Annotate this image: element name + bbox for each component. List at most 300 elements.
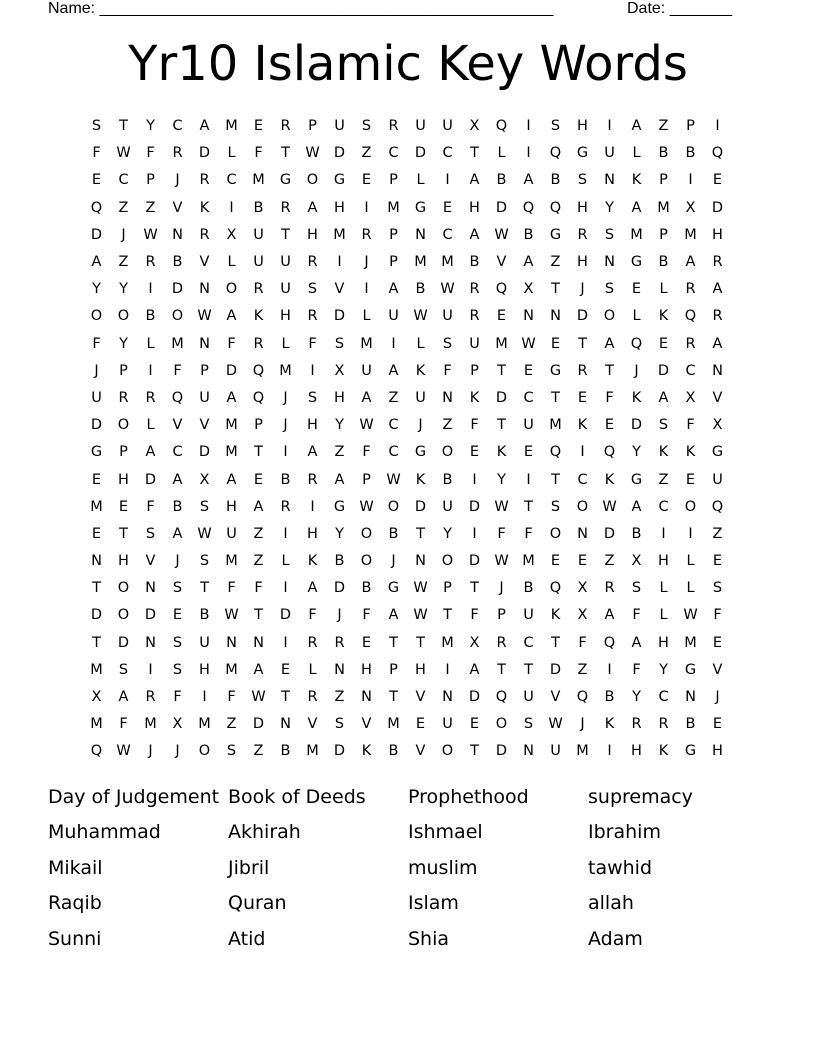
grid-letter[interactable]: D xyxy=(630,417,643,434)
grid-letter[interactable]: D xyxy=(657,362,670,379)
grid-letter[interactable]: W xyxy=(440,281,455,298)
grid-letter[interactable]: J xyxy=(337,607,342,624)
grid-letter[interactable]: H xyxy=(577,199,588,216)
grid-letter[interactable]: F xyxy=(254,580,263,597)
grid-letter[interactable]: L xyxy=(659,607,668,624)
grid-letter[interactable]: L xyxy=(686,553,695,570)
grid-letter[interactable]: F xyxy=(713,607,722,624)
grid-letter[interactable]: T xyxy=(551,471,560,488)
grid-letter[interactable]: M xyxy=(630,226,643,243)
grid-letter[interactable]: V xyxy=(415,743,426,760)
grid-letter[interactable]: F xyxy=(605,389,614,406)
grid-letter[interactable]: R xyxy=(253,335,264,352)
grid-letter[interactable]: D xyxy=(144,471,157,488)
grid-letter[interactable]: A xyxy=(604,335,615,352)
grid-letter[interactable]: E xyxy=(253,118,264,135)
grid-letter[interactable]: I xyxy=(715,118,720,135)
grid-letter[interactable]: V xyxy=(145,553,156,570)
grid-letter[interactable]: N xyxy=(577,525,588,542)
grid-letter[interactable]: L xyxy=(632,145,641,162)
grid-letter[interactable]: S xyxy=(172,661,183,678)
grid-letter[interactable]: Q xyxy=(495,689,508,706)
grid-letter[interactable]: X xyxy=(469,118,480,135)
grid-letter[interactable]: X xyxy=(334,362,345,379)
grid-letter[interactable]: H xyxy=(280,308,291,325)
grid-letter[interactable]: R xyxy=(685,335,696,352)
grid-letter[interactable]: R xyxy=(712,308,723,325)
grid-letter[interactable]: O xyxy=(576,498,589,515)
grid-letter[interactable]: R xyxy=(145,389,156,406)
grid-letter[interactable]: K xyxy=(415,471,426,488)
grid-letter[interactable]: I xyxy=(688,172,693,189)
grid-letter[interactable]: S xyxy=(631,580,642,597)
grid-letter[interactable]: S xyxy=(442,335,453,352)
grid-letter[interactable]: S xyxy=(226,743,237,760)
grid-letter[interactable]: P xyxy=(659,226,668,243)
grid-letter[interactable]: B xyxy=(280,743,291,760)
grid-letter[interactable]: E xyxy=(118,498,129,515)
grid-letter[interactable]: Y xyxy=(659,661,668,678)
grid-letter[interactable]: O xyxy=(198,743,211,760)
grid-letter[interactable]: C xyxy=(658,498,669,515)
grid-letter[interactable]: B xyxy=(199,607,210,624)
grid-letter[interactable]: V xyxy=(199,417,210,434)
grid-letter[interactable]: T xyxy=(605,362,614,379)
grid-letter[interactable]: A xyxy=(631,199,642,216)
grid-letter[interactable]: L xyxy=(497,145,506,162)
grid-letter[interactable]: C xyxy=(172,444,183,461)
grid-letter[interactable]: Y xyxy=(335,525,344,542)
grid-letter[interactable]: H xyxy=(631,743,642,760)
grid-letter[interactable]: M xyxy=(441,254,454,271)
grid-letter[interactable]: S xyxy=(550,118,561,135)
grid-letter[interactable]: B xyxy=(415,281,426,298)
grid-letter[interactable]: J xyxy=(175,553,180,570)
grid-letter[interactable]: R xyxy=(604,580,615,597)
grid-letter[interactable]: B xyxy=(685,716,696,733)
grid-letter[interactable]: V xyxy=(172,199,183,216)
grid-letter[interactable]: Q xyxy=(549,145,562,162)
grid-letter[interactable]: O xyxy=(495,716,508,733)
grid-letter[interactable]: N xyxy=(712,362,723,379)
grid-letter[interactable]: K xyxy=(631,389,642,406)
grid-letter[interactable]: T xyxy=(470,145,479,162)
grid-letter[interactable]: A xyxy=(145,444,156,461)
grid-letter[interactable]: F xyxy=(443,362,452,379)
grid-letter[interactable]: C xyxy=(388,145,399,162)
grid-letter[interactable]: A xyxy=(172,471,183,488)
grid-letter[interactable]: D xyxy=(198,145,211,162)
grid-letter[interactable]: L xyxy=(308,661,317,678)
grid-letter[interactable]: P xyxy=(389,661,398,678)
grid-letter[interactable]: Z xyxy=(253,743,264,760)
grid-letter[interactable]: U xyxy=(415,118,426,135)
grid-letter[interactable]: B xyxy=(550,172,561,189)
grid-letter[interactable]: K xyxy=(307,553,318,570)
grid-letter[interactable]: C xyxy=(523,634,534,651)
grid-letter[interactable]: I xyxy=(607,661,612,678)
grid-letter[interactable]: N xyxy=(145,580,156,597)
grid-letter[interactable]: Q xyxy=(576,689,589,706)
grid-letter[interactable]: E xyxy=(523,362,534,379)
grid-letter[interactable]: U xyxy=(442,498,453,515)
grid-letter[interactable]: A xyxy=(658,389,669,406)
grid-letter[interactable]: W xyxy=(494,553,509,570)
grid-letter[interactable]: W xyxy=(413,580,428,597)
grid-letter[interactable]: D xyxy=(468,689,481,706)
grid-letter[interactable]: M xyxy=(252,172,265,189)
grid-letter[interactable]: K xyxy=(577,417,588,434)
grid-letter[interactable]: U xyxy=(280,254,291,271)
grid-letter[interactable]: X xyxy=(577,580,588,597)
grid-letter[interactable]: D xyxy=(495,389,508,406)
grid-letter[interactable]: T xyxy=(470,743,479,760)
grid-letter[interactable]: F xyxy=(92,335,101,352)
grid-letter[interactable]: A xyxy=(361,389,372,406)
grid-letter[interactable]: C xyxy=(658,689,669,706)
grid-letter[interactable]: U xyxy=(388,308,399,325)
grid-letter[interactable]: R xyxy=(280,118,291,135)
grid-letter[interactable]: F xyxy=(227,689,236,706)
grid-letter[interactable]: K xyxy=(604,716,615,733)
grid-letter[interactable]: B xyxy=(496,172,507,189)
grid-letter[interactable]: J xyxy=(580,281,585,298)
grid-letter[interactable]: W xyxy=(413,607,428,624)
grid-letter[interactable]: P xyxy=(497,607,506,624)
grid-letter[interactable]: R xyxy=(496,634,507,651)
grid-letter[interactable]: F xyxy=(578,634,587,651)
grid-letter[interactable]: G xyxy=(630,254,643,271)
grid-letter[interactable]: J xyxy=(283,417,288,434)
grid-letter[interactable]: T xyxy=(254,607,263,624)
grid-letter[interactable]: O xyxy=(117,417,130,434)
grid-letter[interactable]: N xyxy=(91,553,102,570)
grid-letter[interactable]: T xyxy=(443,607,452,624)
grid-letter[interactable]: Z xyxy=(226,716,237,733)
grid-letter[interactable]: R xyxy=(253,281,264,298)
grid-letter[interactable]: W xyxy=(224,607,239,624)
grid-letter[interactable]: J xyxy=(148,743,153,760)
grid-letter[interactable]: Y xyxy=(92,281,101,298)
grid-letter[interactable]: D xyxy=(333,145,346,162)
grid-letter[interactable]: I xyxy=(283,634,288,651)
grid-letter[interactable]: R xyxy=(307,254,318,271)
grid-letter[interactable]: Q xyxy=(603,634,616,651)
grid-letter[interactable]: U xyxy=(361,362,372,379)
grid-letter[interactable]: O xyxy=(117,308,130,325)
grid-letter[interactable]: T xyxy=(470,580,479,597)
grid-letter[interactable]: D xyxy=(495,743,508,760)
grid-letter[interactable]: F xyxy=(362,607,371,624)
grid-letter[interactable]: G xyxy=(387,580,400,597)
grid-letter[interactable]: M xyxy=(225,118,238,135)
grid-letter[interactable]: U xyxy=(523,689,534,706)
grid-letter[interactable]: B xyxy=(631,525,642,542)
grid-letter[interactable]: I xyxy=(688,525,693,542)
grid-letter[interactable]: G xyxy=(711,444,724,461)
grid-letter[interactable]: J xyxy=(418,417,423,434)
grid-letter[interactable]: D xyxy=(603,525,616,542)
grid-letter[interactable]: C xyxy=(685,362,696,379)
grid-letter[interactable]: E xyxy=(631,281,642,298)
grid-letter[interactable]: T xyxy=(389,634,398,651)
grid-letter[interactable]: Q xyxy=(630,335,643,352)
grid-letter[interactable]: E xyxy=(550,553,561,570)
grid-letter[interactable]: K xyxy=(496,444,507,461)
grid-letter[interactable]: E xyxy=(361,634,372,651)
grid-letter[interactable]: Z xyxy=(442,417,453,434)
grid-letter[interactable]: A xyxy=(118,689,129,706)
grid-letter[interactable]: E xyxy=(91,525,102,542)
grid-letter[interactable]: M xyxy=(684,634,697,651)
grid-letter[interactable]: A xyxy=(307,580,318,597)
grid-letter[interactable]: D xyxy=(549,661,562,678)
grid-letter[interactable]: B xyxy=(658,145,669,162)
grid-letter[interactable]: E xyxy=(712,634,723,651)
grid-letter[interactable]: L xyxy=(146,417,155,434)
grid-letter[interactable]: Q xyxy=(90,199,103,216)
grid-letter[interactable]: D xyxy=(90,417,103,434)
grid-letter[interactable]: A xyxy=(469,661,480,678)
grid-letter[interactable]: Z xyxy=(604,553,615,570)
grid-letter[interactable]: Y xyxy=(335,417,344,434)
grid-letter[interactable]: H xyxy=(712,743,723,760)
grid-letter[interactable]: L xyxy=(416,172,425,189)
grid-letter[interactable]: S xyxy=(199,553,210,570)
grid-letter[interactable]: I xyxy=(310,498,315,515)
grid-letter[interactable]: X xyxy=(469,634,480,651)
grid-letter[interactable]: I xyxy=(607,743,612,760)
grid-letter[interactable]: I xyxy=(283,444,288,461)
grid-letter[interactable]: B xyxy=(388,525,399,542)
grid-letter[interactable]: Z xyxy=(334,444,345,461)
grid-letter[interactable]: Q xyxy=(522,199,535,216)
grid-letter[interactable]: R xyxy=(334,634,345,651)
grid-letter[interactable]: F xyxy=(632,607,641,624)
grid-letter[interactable]: Q xyxy=(252,389,265,406)
grid-letter[interactable]: S xyxy=(550,498,561,515)
grid-letter[interactable]: K xyxy=(658,308,669,325)
grid-letter[interactable]: K xyxy=(631,172,642,189)
grid-letter[interactable]: F xyxy=(119,716,128,733)
grid-letter[interactable]: S xyxy=(145,525,156,542)
grid-letter[interactable]: L xyxy=(227,145,236,162)
grid-letter[interactable]: Z xyxy=(145,199,156,216)
grid-letter[interactable]: F xyxy=(227,335,236,352)
grid-letter[interactable]: N xyxy=(442,389,453,406)
grid-letter[interactable]: E xyxy=(523,444,534,461)
grid-letter[interactable]: F xyxy=(470,607,479,624)
grid-letter[interactable]: T xyxy=(200,580,209,597)
grid-letter[interactable]: M xyxy=(279,362,292,379)
grid-letter[interactable]: G xyxy=(414,199,427,216)
grid-letter[interactable]: D xyxy=(468,498,481,515)
grid-letter[interactable]: C xyxy=(388,444,399,461)
grid-letter[interactable]: H xyxy=(577,118,588,135)
grid-letter[interactable]: M xyxy=(225,444,238,461)
grid-letter[interactable]: E xyxy=(280,661,291,678)
grid-letter[interactable]: S xyxy=(172,634,183,651)
grid-letter[interactable]: N xyxy=(604,254,615,271)
grid-letter[interactable]: H xyxy=(334,389,345,406)
grid-letter[interactable]: P xyxy=(389,172,398,189)
grid-letter[interactable]: A xyxy=(631,498,642,515)
grid-letter[interactable]: M xyxy=(198,716,211,733)
grid-letter[interactable]: H xyxy=(415,661,426,678)
grid-letter[interactable]: B xyxy=(334,553,345,570)
grid-letter[interactable]: E xyxy=(253,471,264,488)
grid-letter[interactable]: S xyxy=(307,389,318,406)
grid-letter[interactable]: T xyxy=(578,335,587,352)
grid-letter[interactable]: I xyxy=(229,199,234,216)
grid-letter[interactable]: L xyxy=(659,580,668,597)
grid-letter[interactable]: H xyxy=(712,226,723,243)
grid-letter[interactable]: N xyxy=(226,634,237,651)
grid-letter[interactable]: I xyxy=(472,525,477,542)
grid-letter[interactable]: R xyxy=(199,226,210,243)
grid-letter[interactable]: I xyxy=(607,118,612,135)
grid-letter[interactable]: N xyxy=(685,689,696,706)
grid-letter[interactable]: J xyxy=(580,716,585,733)
grid-letter[interactable]: J xyxy=(121,226,126,243)
grid-letter[interactable]: T xyxy=(281,145,290,162)
grid-letter[interactable]: D xyxy=(198,444,211,461)
grid-letter[interactable]: R xyxy=(307,634,318,651)
grid-letter[interactable]: D xyxy=(144,607,157,624)
grid-letter[interactable]: P xyxy=(200,362,209,379)
grid-letter[interactable]: N xyxy=(415,226,426,243)
grid-letter[interactable]: K xyxy=(253,308,264,325)
grid-letter[interactable]: F xyxy=(497,525,506,542)
grid-letter[interactable]: T xyxy=(551,634,560,651)
grid-letter[interactable]: F xyxy=(173,362,182,379)
grid-letter[interactable]: A xyxy=(469,172,480,189)
grid-letter[interactable]: T xyxy=(524,498,533,515)
grid-letter[interactable]: R xyxy=(172,145,183,162)
grid-letter[interactable]: A xyxy=(469,226,480,243)
grid-letter[interactable]: Q xyxy=(549,580,562,597)
grid-letter[interactable]: M xyxy=(657,199,670,216)
grid-letter[interactable]: G xyxy=(549,362,562,379)
grid-letter[interactable]: K xyxy=(685,444,696,461)
grid-letter[interactable]: P xyxy=(389,226,398,243)
grid-letter[interactable]: X xyxy=(712,417,723,434)
grid-letter[interactable]: Q xyxy=(549,444,562,461)
grid-letter[interactable]: O xyxy=(549,525,562,542)
grid-letter[interactable]: Y xyxy=(119,281,128,298)
grid-letter[interactable]: M xyxy=(225,553,238,570)
grid-letter[interactable]: A xyxy=(685,254,696,271)
grid-letter[interactable]: A xyxy=(631,118,642,135)
grid-letter[interactable]: V xyxy=(712,389,723,406)
grid-letter[interactable]: S xyxy=(91,118,102,135)
grid-letter[interactable]: M xyxy=(576,743,589,760)
grid-letter[interactable]: U xyxy=(253,254,264,271)
grid-letter[interactable]: F xyxy=(227,580,236,597)
grid-letter[interactable]: R xyxy=(712,254,723,271)
grid-letter[interactable]: S xyxy=(307,281,318,298)
grid-letter[interactable]: A xyxy=(604,607,615,624)
grid-letter[interactable]: N xyxy=(415,553,426,570)
grid-letter[interactable]: D xyxy=(225,362,238,379)
grid-letter[interactable]: D xyxy=(495,199,508,216)
grid-letter[interactable]: M xyxy=(522,553,535,570)
grid-letter[interactable]: X xyxy=(199,471,210,488)
grid-letter[interactable]: D xyxy=(468,553,481,570)
grid-letter[interactable]: E xyxy=(91,471,102,488)
grid-letter[interactable]: B xyxy=(172,254,183,271)
grid-letter[interactable]: P xyxy=(119,444,128,461)
grid-letter[interactable]: E xyxy=(577,553,588,570)
grid-letter[interactable]: D xyxy=(252,716,265,733)
grid-letter[interactable]: K xyxy=(658,743,669,760)
grid-letter[interactable]: A xyxy=(307,199,318,216)
grid-letter[interactable]: K xyxy=(469,389,480,406)
grid-letter[interactable]: O xyxy=(117,607,130,624)
grid-letter[interactable]: T xyxy=(281,689,290,706)
grid-letter[interactable]: R xyxy=(388,118,399,135)
grid-letter[interactable]: R xyxy=(307,471,318,488)
grid-letter[interactable]: O xyxy=(360,553,373,570)
grid-letter[interactable]: M xyxy=(549,417,562,434)
grid-letter[interactable]: C xyxy=(172,118,183,135)
grid-letter[interactable]: D xyxy=(279,607,292,624)
grid-letter[interactable]: L xyxy=(281,335,290,352)
grid-letter[interactable]: G xyxy=(549,226,562,243)
grid-letter[interactable]: M xyxy=(225,417,238,434)
grid-letter[interactable]: D xyxy=(117,634,130,651)
grid-letter[interactable]: H xyxy=(199,661,210,678)
grid-letter[interactable]: E xyxy=(658,335,669,352)
grid-letter[interactable]: X xyxy=(577,607,588,624)
grid-letter[interactable]: I xyxy=(337,254,342,271)
grid-letter[interactable]: A xyxy=(388,607,399,624)
date-field[interactable]: Date: _______ xyxy=(627,0,732,17)
grid-letter[interactable]: P xyxy=(470,362,479,379)
grid-letter[interactable]: R xyxy=(631,716,642,733)
grid-letter[interactable]: Y xyxy=(146,118,155,135)
grid-letter[interactable]: E xyxy=(604,417,615,434)
grid-letter[interactable]: L xyxy=(146,335,155,352)
grid-letter[interactable]: S xyxy=(361,118,372,135)
grid-letter[interactable]: I xyxy=(148,661,153,678)
grid-letter[interactable]: F xyxy=(362,444,371,461)
grid-letter[interactable]: F xyxy=(146,498,155,515)
grid-letter[interactable]: A xyxy=(226,308,237,325)
grid-letter[interactable]: W xyxy=(305,145,320,162)
grid-letter[interactable]: S xyxy=(604,281,615,298)
grid-letter[interactable]: Y xyxy=(497,471,506,488)
grid-letter[interactable]: G xyxy=(576,145,589,162)
grid-letter[interactable]: V xyxy=(361,716,372,733)
grid-letter[interactable]: E xyxy=(91,172,102,189)
grid-letter[interactable]: M xyxy=(387,716,400,733)
grid-letter[interactable]: I xyxy=(445,172,450,189)
grid-letter[interactable]: B xyxy=(388,743,399,760)
grid-letter[interactable]: U xyxy=(523,417,534,434)
grid-letter[interactable]: G xyxy=(333,172,346,189)
grid-letter[interactable]: M xyxy=(495,335,508,352)
grid-letter[interactable]: X xyxy=(91,689,102,706)
grid-letter[interactable]: G xyxy=(684,743,697,760)
grid-letter[interactable]: M xyxy=(333,226,346,243)
grid-letter[interactable]: Z xyxy=(253,553,264,570)
grid-letter[interactable]: J xyxy=(175,172,180,189)
grid-letter[interactable]: E xyxy=(712,716,723,733)
grid-letter[interactable]: F xyxy=(686,417,695,434)
grid-letter[interactable]: U xyxy=(415,389,426,406)
grid-letter[interactable]: Z xyxy=(118,199,129,216)
